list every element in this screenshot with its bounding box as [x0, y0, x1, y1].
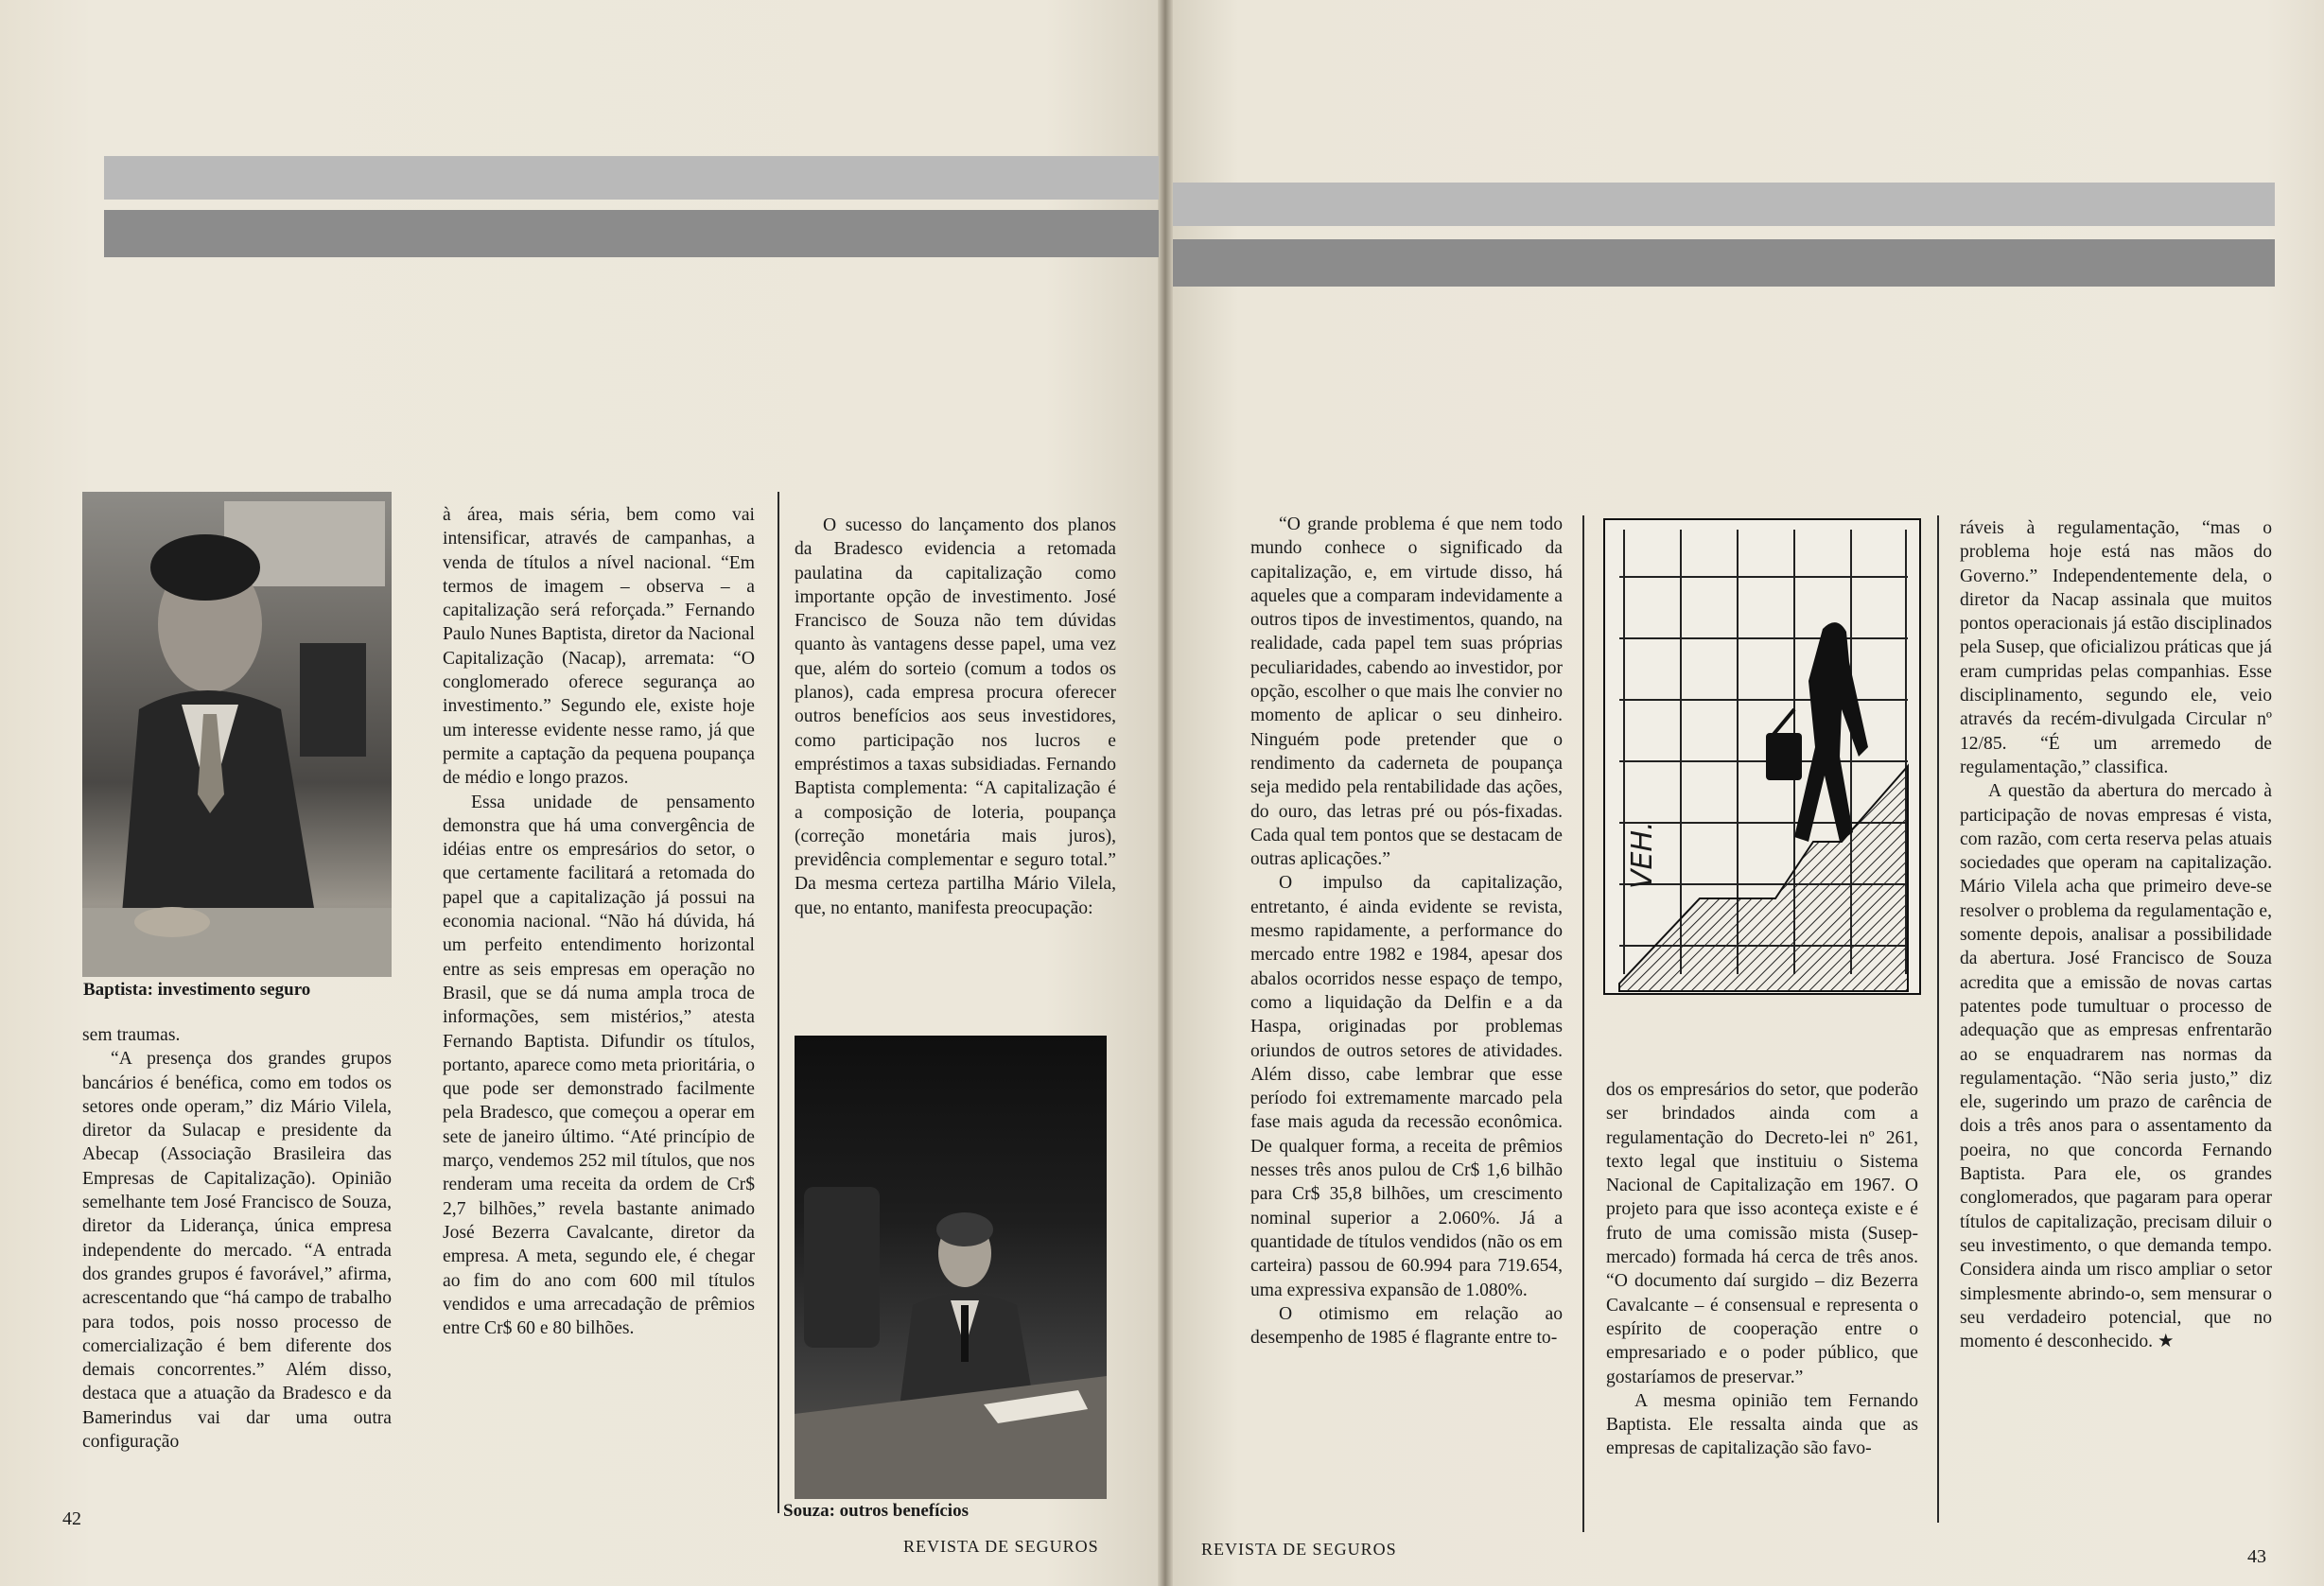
photo-caption-souza: Souza: outros benefícios [783, 1501, 969, 1521]
paragraph: sem traumas. [82, 1025, 181, 1045]
header-band-light-right [1173, 183, 2275, 226]
page-number-left: 42 [62, 1508, 81, 1529]
column-divider [778, 492, 779, 1513]
header-band-dark-right [1173, 239, 2275, 287]
article-column-4 [1250, 513, 1563, 1350]
header-band-dark-left [104, 210, 1159, 257]
paragraph: Essa unidade de pensamento demonstra que há uma convergência de idéias entre os empresários do setor, o que certamente facilitará a retomada do papel que a capitalização já possui na economia nacional. “Não há dúvida, há um perfeito entendimento horizontal entre as seis empresas em operação no Brasil, que se dá numa ampla troca de informações, sem mistérios,” atesta Fernando Baptista. Difundir os títulos, portanto, aparece como meta prioritária, o que pode ser demonstrado facilmente pela Bradesco, que começou a operar em sete de janeiro último. “Até princípio de março, vendemos 252 mil títulos, que nos renderam uma receita da ordem de Cr$ 2,7 bilhões,” revela bastante animado José Bezerra Cavalcante, diretor da empresa. A meta, segundo ele, é chegar ao fim do ano com 600 mil títulos vendidos e uma arrecadação de prêmios entre Cr$ 60 e 80 bilhões. [443, 792, 755, 1339]
column-divider [1937, 515, 1939, 1523]
paragraph: “A presença dos grandes grupos bancários é benéfica, como em todos os setores onde operam,” diz Mário Vilela, diretor da Sulacap e presidente da Abecap (Associação Brasileira das Empresas de Capitalização). Opinião semelhante tem José Francisco de Souza, diretor da Liderança, única empresa independente do mercado. “A entrada dos grandes grupos é favorável,” afirma, acrescentando que “há campo de trabalho para todos, pois nosso processo de comercialização é bem diferente dos demais concorrentes.” Além disso, destaca que a atuação da Bradesco e da Bamerindus vai dar uma outra configuração [82, 1049, 392, 1453]
column-divider [1582, 515, 1584, 1532]
paragraph: O otimismo em relação ao desempenho de 1985 é flagrante entre to- [1250, 1303, 1563, 1349]
article-column-2 [443, 503, 755, 1340]
paragraph: A questão da abertura do mercado à participação de novas empresas é vista, com razão, com certa reserva pelas atuais sociedades que operam na capitalização. Mário Vilela acha que primeiro deve-se resolver o problema da regulamentação e, somente depois, analisar a possibilidade da abertura. José Francisco de Souza acredita que a emissão de novas cartas patentes pode tumultuar o processo de adequação que as empresas enfrentarão ao se enquadrarem nas normas da regulamentação. “Não seria justo,” diz ele, sugerindo um prazo de carência de dois a três anos para o assentamento da poeira, no que concorda Fernando Baptista. Para ele, os grandes conglomerados, que pagaram para operar títulos de capitalização, precisam diluir o seu investimento, o que demanda tempo. Considera ainda um risco ampliar o setor simplesmente abrindo-o, sem mensurar o seu verdadeiro potencial, que no momento é desconhecido. ★ [1960, 781, 2272, 1352]
article-column-6 [1960, 516, 2272, 1353]
photo-caption-baptista: Baptista: investimento seguro [83, 980, 311, 1000]
paragraph: dos os empresários do setor, que poderão ser brindados ainda com a regulamentação do Decreto-lei nº 261, texto legal que instituiu o Sistema Nacional de Capitalização em 1967. O projeto para que isso aconteça existe e é fruto de uma comissão mista (Susep-mercado) formada há cerca de três anos. “O documento daí surgido – diz Bezerra Cavalcante – é consensual e representa o espírito de cooperação entre o empresariado e o poder público, que gostaríamos de preservar.” [1606, 1080, 1918, 1387]
paragraph: O impulso da capitalização, entretanto, é ainda evidente se revista, mesmo rapidamente, a performance do mercado entre 1982 e 1984, apesar dos abalos ocorridos nesse espaço de tempo, como a liquidação da Delfin e a da Haspa, originadas por problemas oriundos de outros setores de atividades. Além disso, cabe lembrar que esse período foi extremamente marcado pela fase mais aguda da recessão econômica. De qualquer forma, a receita de prêmios nesses três anos pulou de Cr$ 1,6 bilhão para Cr$ 35,8 bilhões, um crescimento nominal superior a 2.060%. Já a quantidade de títulos vendidos (não os em carteira) passou de 60.994 para 719.654, uma expressiva expansão de 1.080%. [1250, 873, 1563, 1300]
paragraph: “O grande problema é que nem todo mundo conhece o significado da capitalização, e, em virtude disso, há aqueles que a comparam indevidamente a outros tipos de investimentos, quando, na realidade, cada papel tem suas próprias peculiaridades, cabendo ao investidor, por opção, escolher o que mais lhe convier no momento de aplicar o seu dinheiro. Ninguém pode pretender que o rendimento da caderneta de poupança seja medido pela rentabilidade das ações, do ouro, das letras pré ou pós-fixadas. Cada qual tem pontos que se destacam de outras aplicações.” [1250, 514, 1564, 870]
article-column-3 [795, 514, 1116, 920]
paragraph: A mesma opinião tem Fernando Baptista. Ele ressalta ainda que as empresas de capitalização são favo- [1606, 1390, 1918, 1459]
header-band-light-left [104, 156, 1159, 200]
footer-magazine-left: REVISTA DE SEGUROS [903, 1537, 1099, 1556]
paragraph: ráveis à regulamentação, “mas o problema hoje está nas mãos do Governo.” Independentemente dela, o diretor da Nacap assinala que muitos pontos operacionais já estão disciplinados pela Susep, que oficializou práticas que já eram cumpridas pelas companhias. Esse disciplinamento, segundo ele, veio através da recém-divulgada Circular nº 12/85. “É um arremedo de regulamentação,” classifica. [1960, 518, 2272, 777]
photo-baptista [82, 492, 392, 977]
photo-souza [795, 1036, 1107, 1499]
paragraph: O sucesso do lançamento dos planos da Bradesco evidencia a retomada paulatina da capitalização como importante opção de investimento. José Francisco de Souza não tem dúvidas quanto às vantagens desse papel, uma vez que, além do sorteio (comum a todos os planos), cada empresa procura oferecer outros benefícios aos seus investidores, como participação nos lucros e empréstimos a taxas subsidiadas. Fernando Baptista complementa: “A capitalização é a composição de loteria, poupança (correção monetária mais juros), previdência complementar e seguro total.” Da mesma certeza partilha Mário Vilela, que, no entanto, manifesta preocupação: [795, 515, 1116, 918]
footer-magazine-right: REVISTA DE SEGUROS [1201, 1540, 1397, 1559]
illustration-stairs [1603, 518, 1921, 995]
page-number-right: 43 [2247, 1546, 2266, 1567]
page-gutter [1158, 0, 1173, 1586]
article-column-1 [82, 1023, 392, 1454]
illustration-signature: VEH. [1626, 821, 1659, 889]
paragraph: à área, mais séria, bem como vai intensificar, através de campanhas, a venda de títulos a nível nacional. “Em termos de imagem – observa – a capitalização será reforçada.” Fernando Paulo Nunes Baptista, diretor da Nacional Capitalização (Nacap), arremata: “O conglomerado oferece segurança ao investimento.” Segundo ele, existe hoje um interesse evidente nesse ramo, já que permite a captação da pequena poupança de médio e longo prazos. [443, 505, 755, 789]
article-column-5 [1606, 1078, 1918, 1461]
